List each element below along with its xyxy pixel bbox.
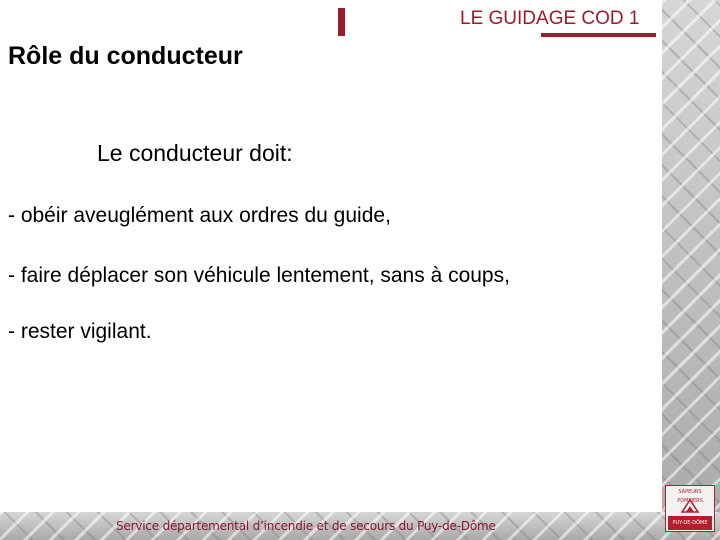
bullet-item: - obéir aveuglément aux ordres du guide, xyxy=(8,204,391,227)
sdis-logo xyxy=(665,485,715,532)
header-accent-bar xyxy=(338,8,345,36)
bullet-item: - faire déplacer son véhicule lentement, sans à coups, xyxy=(8,264,510,287)
header-title: LE GUIDAGE COD 1 xyxy=(460,8,640,29)
bullet-item: - rester vigilant. xyxy=(8,320,152,343)
logo-emblem-icon xyxy=(680,498,700,514)
metal-texture-right xyxy=(662,0,720,540)
logo-top-text: SAPEURS POMPIERS xyxy=(677,489,703,504)
page-title: Rôle du conducteur xyxy=(8,42,243,70)
footer-text: Service départemental d’incendie et de secours du Puy-de-Dôme xyxy=(116,519,496,533)
logo-bottom-text: PUY-DE-DÔME xyxy=(668,516,712,530)
slide-subtitle: Le conducteur doit: xyxy=(97,140,293,166)
header-underline xyxy=(541,33,656,37)
